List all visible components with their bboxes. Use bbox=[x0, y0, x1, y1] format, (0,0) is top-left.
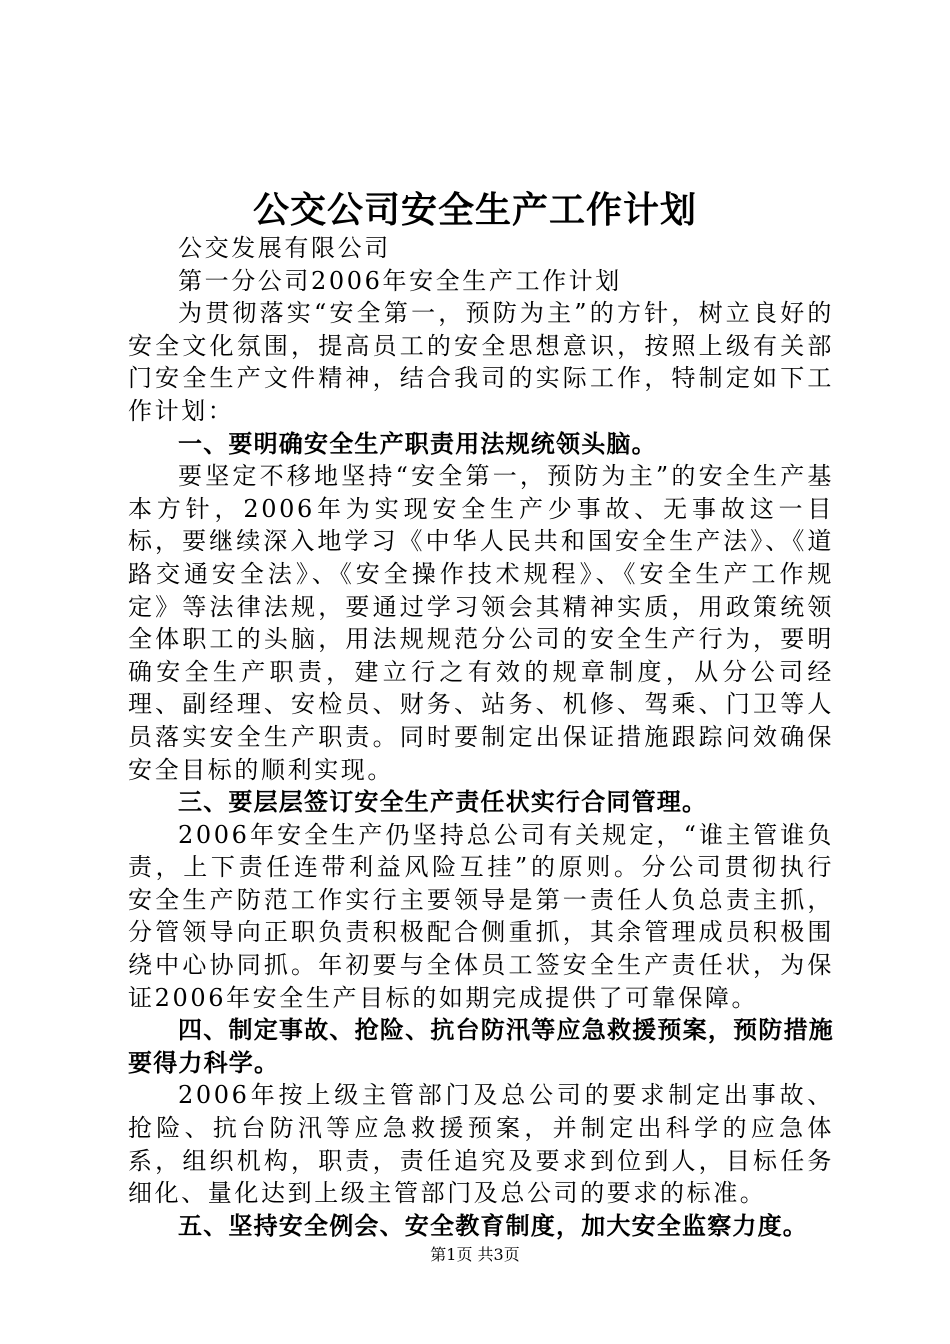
document-paragraph: 2006年按上级主管部门及总公司的要求制定出事故、抢险、抗台防汛等应急救援预案，并制定出科学的应急体系，组织机构，职责，责任追究及要求到位到人，目标任务细化、量化达到上级主管部门及总公司的要求的标准。 bbox=[128, 1081, 834, 1208]
document-paragraph: 公交发展有限公司 bbox=[178, 234, 391, 262]
document-paragraph: 2006年安全生产仍坚持总公司有关规定，“谁主管谁负责，上下责任连带利益风险互挂”的原则。分公司贯彻执行安全生产防范工作实行主要领导是第一责任人负总责主抓，分管领导向正职负责积极配合侧重抓，其余管理成员积极围绕中心协同抓。年初要与全体员工签安全生产责任状，为保证2006年安全生产目标的如期完成提供了可靠保障。 bbox=[128, 820, 834, 1012]
document-paragraph: 要坚定不移地坚持“安全第一，预防为主”的安全生产基本方针，2006年为实现安全生产少事故、无事故这一目标，要继续深入地学习《中华人民共和国安全生产法》、《道路交通安全法》、《安全操作技术规程》、《安全生产工作规定》等法律法规，要通过学习领会其精神实质，用政策统领全体职工的头脑，用法规规范分公司的安全生产行为，要明确安全生产职责，建立行之有效的规章制度，从分公司经理、副经理、安检员、财务、站务、机修、驾乘、门卫等人员落实安全生产职责。同时要制定出保证措施跟踪问效确保安全目标的顺利实现。 bbox=[128, 462, 834, 784]
document-paragraph: 为贯彻落实“安全第一，预防为主”的方针，树立良好的安全文化氛围，提高员工的安全思想意识，按照上级有关部门安全生产文件精神，结合我司的实际工作，特制定如下工作计划： bbox=[128, 299, 834, 425]
section-heading: 一、要明确安全生产职责用法规统领头脑。 bbox=[178, 429, 657, 458]
document-paragraph: 第一分公司2006年安全生产工作计划 bbox=[178, 266, 622, 295]
section-heading: 三、要层层签订安全生产责任状实行合同管理。 bbox=[178, 788, 708, 817]
page-number-footer: 第1页 共3页 bbox=[430, 1245, 520, 1264]
section-heading: 五、坚持安全例会、安全教育制度，加大安全监察力度。 bbox=[178, 1211, 808, 1240]
document-body bbox=[128, 232, 834, 1242]
document-title: 公交公司安全生产工作计划 bbox=[252, 189, 697, 231]
section-heading: 四、制定事故、抢险、抗台防汛等应急救援预案，预防措施要得力科学。 bbox=[128, 1016, 834, 1077]
